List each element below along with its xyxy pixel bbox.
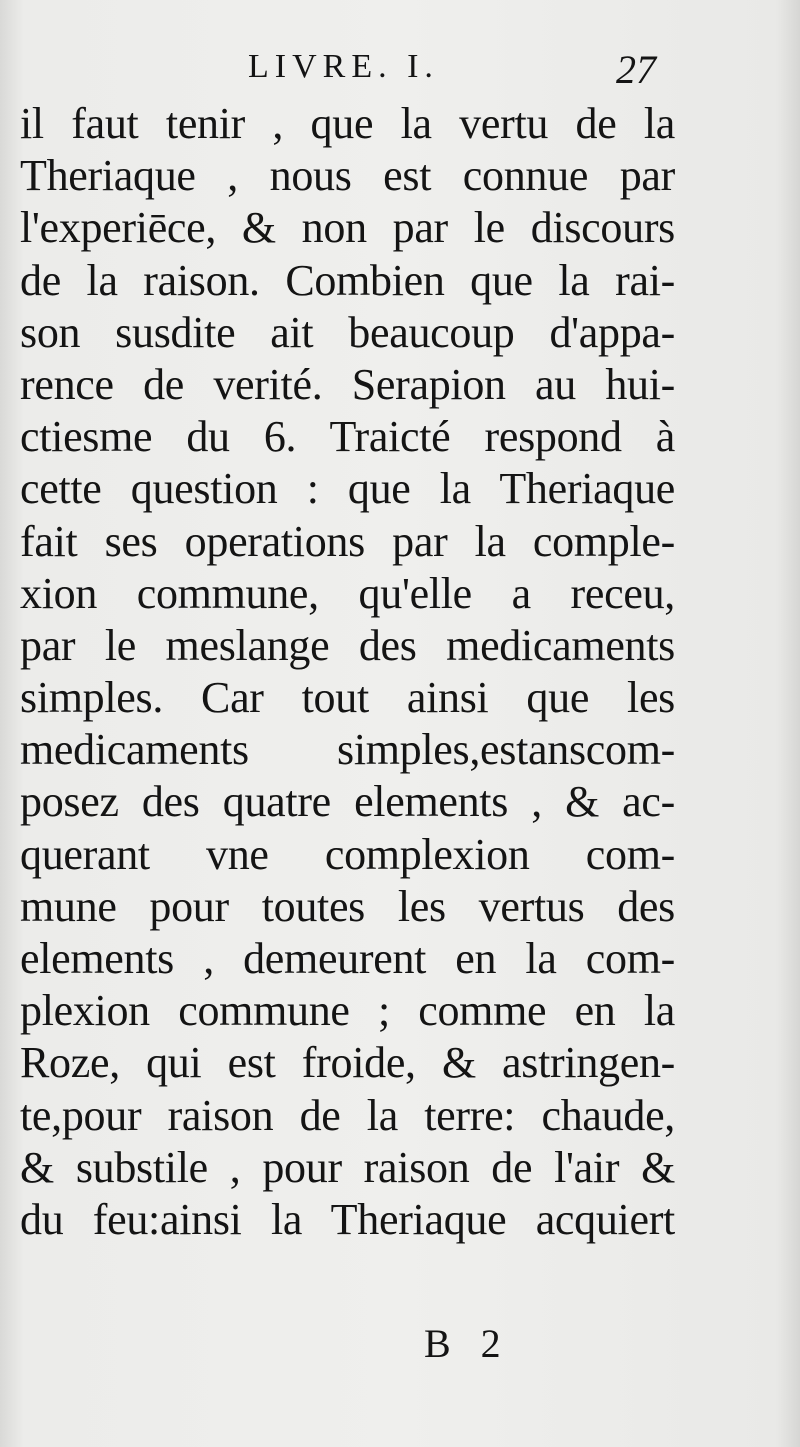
text-line: & substile , pour raison de l'air &	[20, 1142, 675, 1192]
text-line: querant vne complexion com-	[20, 829, 675, 879]
text-line: fait ses operations par la comple-	[20, 516, 675, 566]
page-footer	[0, 1320, 800, 1380]
text-line: l'experiēce, & non par le discours	[20, 203, 675, 253]
text-line: elements , demeurent en la com-	[20, 934, 675, 983]
running-head: LIVRE. I.	[248, 48, 439, 85]
text-line: te,pour raison de la terre: chaude,	[20, 1090, 675, 1140]
text-line: rence de verité. Serapion au hui-	[20, 359, 675, 409]
page-header	[0, 48, 800, 100]
text-line: il faut tenir , que la vertu de la	[20, 99, 675, 148]
text-line: du feu:ainsi la Theriaque acquiert	[20, 1194, 675, 1244]
text-line: plexion commune ; comme en la	[20, 986, 675, 1036]
page-number: 27	[616, 47, 656, 92]
text-line: par le meslange des medicaments	[20, 620, 675, 670]
text-line: posez des quatre elements , & ac-	[20, 777, 675, 827]
text-line: cette question : que la Theriaque	[20, 464, 675, 514]
body-text	[20, 98, 675, 1246]
text-line: mune pour toutes les vertus des	[20, 881, 675, 931]
text-line: de la raison. Combien que la rai-	[20, 255, 675, 305]
text-line: Roze, qui est froide, & astringen-	[20, 1038, 675, 1088]
signature-mark: B 2	[424, 1321, 511, 1366]
text-line: medicaments simples,estanscom-	[20, 725, 675, 775]
text-line: xion commune, qu'elle a receu,	[20, 568, 675, 618]
text-line: ctiesme du 6. Traicté respond à	[20, 412, 675, 462]
text-line: Theriaque , nous est connue par	[20, 151, 675, 201]
text-line: son susdite ait beaucoup d'appa-	[20, 307, 675, 357]
text-line: simples. Car tout ainsi que les	[20, 673, 675, 723]
